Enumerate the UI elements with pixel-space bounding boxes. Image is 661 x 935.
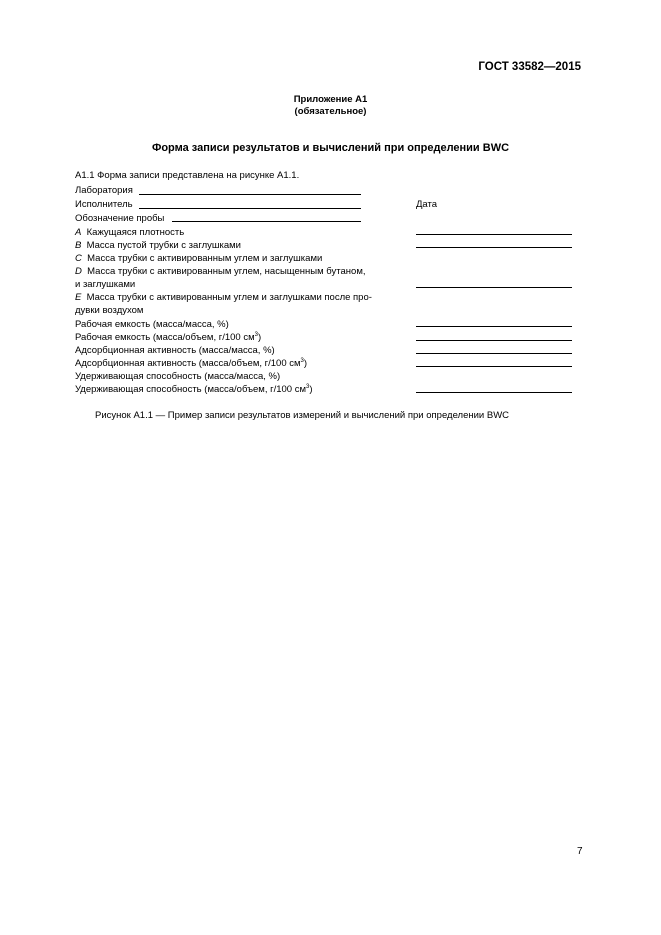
- result-adsorption-mass: Адсорбционная активность (масса/масса, %): [75, 345, 275, 356]
- superscript: 3: [300, 357, 304, 364]
- item-key: D: [75, 266, 82, 277]
- page-number: 7: [577, 846, 583, 857]
- item-text: Масса трубки с активированным углем и заглушками после про-: [86, 292, 372, 303]
- item-e-continuation: дувки воздухом: [75, 305, 144, 316]
- result-line: [416, 353, 572, 354]
- item-d-continuation: и заглушками: [75, 279, 136, 290]
- item-a: [75, 226, 184, 239]
- item-text: Масса трубки с активированным углем, насыщенным бутаном,: [87, 266, 366, 277]
- item-text: Масса пустой трубки с заглушками: [86, 240, 241, 251]
- item-a-value-line: [416, 234, 572, 235]
- item-e: [75, 291, 372, 304]
- date-label: Дата: [416, 199, 438, 210]
- item-key: B: [75, 240, 82, 251]
- result-line: [416, 326, 572, 327]
- item-key: C: [75, 253, 82, 264]
- result-tail: ): [309, 384, 313, 395]
- result-text: Удерживающая способность (масса/объем, г/100 см: [75, 384, 306, 395]
- result-tail: ): [303, 358, 308, 369]
- item-text: Кажущаяся плотность: [86, 227, 185, 238]
- appendix-title: Приложение А1: [293, 94, 368, 105]
- result-text: Рабочая емкость (масса/объем, г/100 см: [75, 332, 255, 343]
- item-d-value-line: [416, 287, 572, 288]
- document-id: ГОСТ 33582—2015: [478, 61, 581, 73]
- item-key: A: [75, 227, 82, 238]
- laboratory-label: Лаборатория: [75, 185, 133, 196]
- sample-field-line: [172, 221, 361, 222]
- result-retention-mass: Удерживающая способность (масса/масса, %): [75, 371, 281, 382]
- executor-label: Исполнитель: [75, 199, 133, 210]
- item-b: [75, 239, 241, 252]
- result-working-capacity-mass: Рабочая емкость (масса/масса, %): [75, 319, 229, 330]
- intro-text: А1.1 Форма записи представлена на рисунке А1.1.: [75, 170, 300, 181]
- item-d: [75, 265, 366, 278]
- superscript: 3: [254, 331, 258, 338]
- result-adsorption-volume: [75, 357, 307, 370]
- item-b-value-line: [416, 247, 572, 248]
- figure-caption: Рисунок А1.1 — Пример записи результатов измерений и вычислений при определении BWC: [95, 410, 510, 421]
- section-title: Форма записи результатов и вычислений при определении BWC: [151, 142, 510, 154]
- result-line: [416, 392, 572, 393]
- result-working-capacity-volume: [75, 331, 261, 344]
- item-c: [75, 252, 322, 265]
- result-retention-volume: [75, 383, 313, 396]
- superscript: 3: [306, 383, 310, 390]
- result-line: [416, 340, 572, 341]
- result-text: Адсорбционная активность (масса/объем, г/100 см: [75, 358, 301, 369]
- sample-label: Обозначение пробы: [75, 213, 165, 224]
- laboratory-field-line: [139, 194, 361, 195]
- result-tail: ): [257, 332, 262, 343]
- item-text: Масса трубки с активированным углем и заглушками: [87, 253, 323, 264]
- executor-field-line: [139, 208, 361, 209]
- result-line: [416, 366, 572, 367]
- item-key: E: [75, 292, 82, 303]
- appendix-status: (обязательное): [294, 106, 367, 117]
